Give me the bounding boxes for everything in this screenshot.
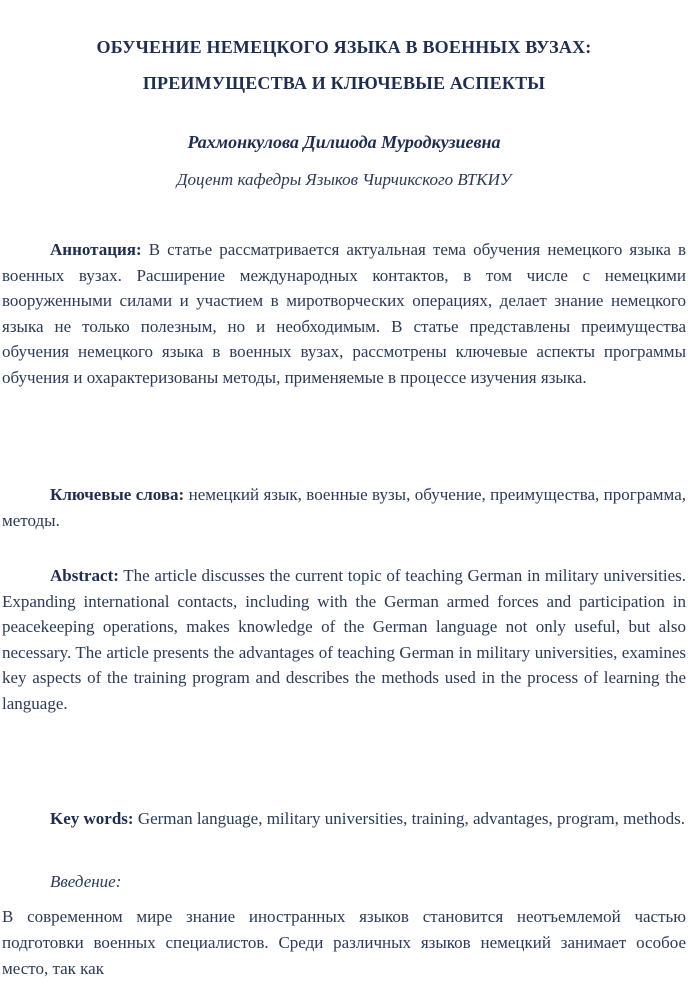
- title-line-2: ПРЕИМУЩЕСТВА И КЛЮЧЕВЫЕ АСПЕКТЫ: [142, 73, 546, 93]
- annotation-label: Аннотация:: [50, 240, 142, 259]
- keywords-en-label: Key words:: [50, 809, 134, 828]
- introduction-heading: Введение:: [50, 872, 122, 891]
- abstract-text: The article discusses the current topic of teaching German in military universities. Expanding international contacts, including with the German armed forces and participation in peacekeeping operations, makes knowledge of the German language not only useful, but also necessary. The article presents the advantages of teaching German in military universities, examines key aspects of the training program and describes the methods used in the process of learning the language.: [2, 566, 686, 713]
- annotation-paragraph: [2, 237, 686, 390]
- annotation-text: В статье рассматривается актуальная тема обучения немецкого языка в военных вузах. Расширение международных контактов, в том числе с немецкими вооруженными силами и участием в миротворческих операциях, делает знание немецкого языка не только полезным, но и необходимым. В статье представлены преимущества обучения немецкого языка в военных вузах, рассмотрены ключевые аспекты программы обучения и охарактеризованы методы, применяемые в процессе изучения языка.: [2, 240, 687, 387]
- title-line-1: ОБУЧЕНИЕ НЕМЕЦКОГО ЯЗЫКА В ВОЕННЫХ ВУЗАХ:: [96, 37, 592, 57]
- keywords-en-text: German language, military universities, training, advantages, program, methods.: [137, 809, 685, 828]
- author-affiliation: Доцент кафедры Языков Чирчикского ВТКИУ: [176, 170, 512, 189]
- keywords-ru-paragraph: [2, 482, 686, 533]
- abstract-paragraph: [2, 563, 686, 716]
- keywords-ru-text: немецкий язык, военные вузы, обучение, преимущества, программа, методы.: [2, 485, 686, 530]
- abstract-label: Abstract:: [50, 566, 119, 585]
- keywords-en-paragraph: [2, 806, 686, 832]
- author-name: Рахмонкулова Дилшода Муродкузиевна: [187, 132, 501, 152]
- introduction-paragraph: В современном мире знание иностранных языков становится неотъемлемой частью подготовки военных специалистов. Среди различных языков немецкий занимает особое место, так как: [2, 907, 686, 978]
- keywords-ru-label: Ключевые слова:: [50, 485, 185, 504]
